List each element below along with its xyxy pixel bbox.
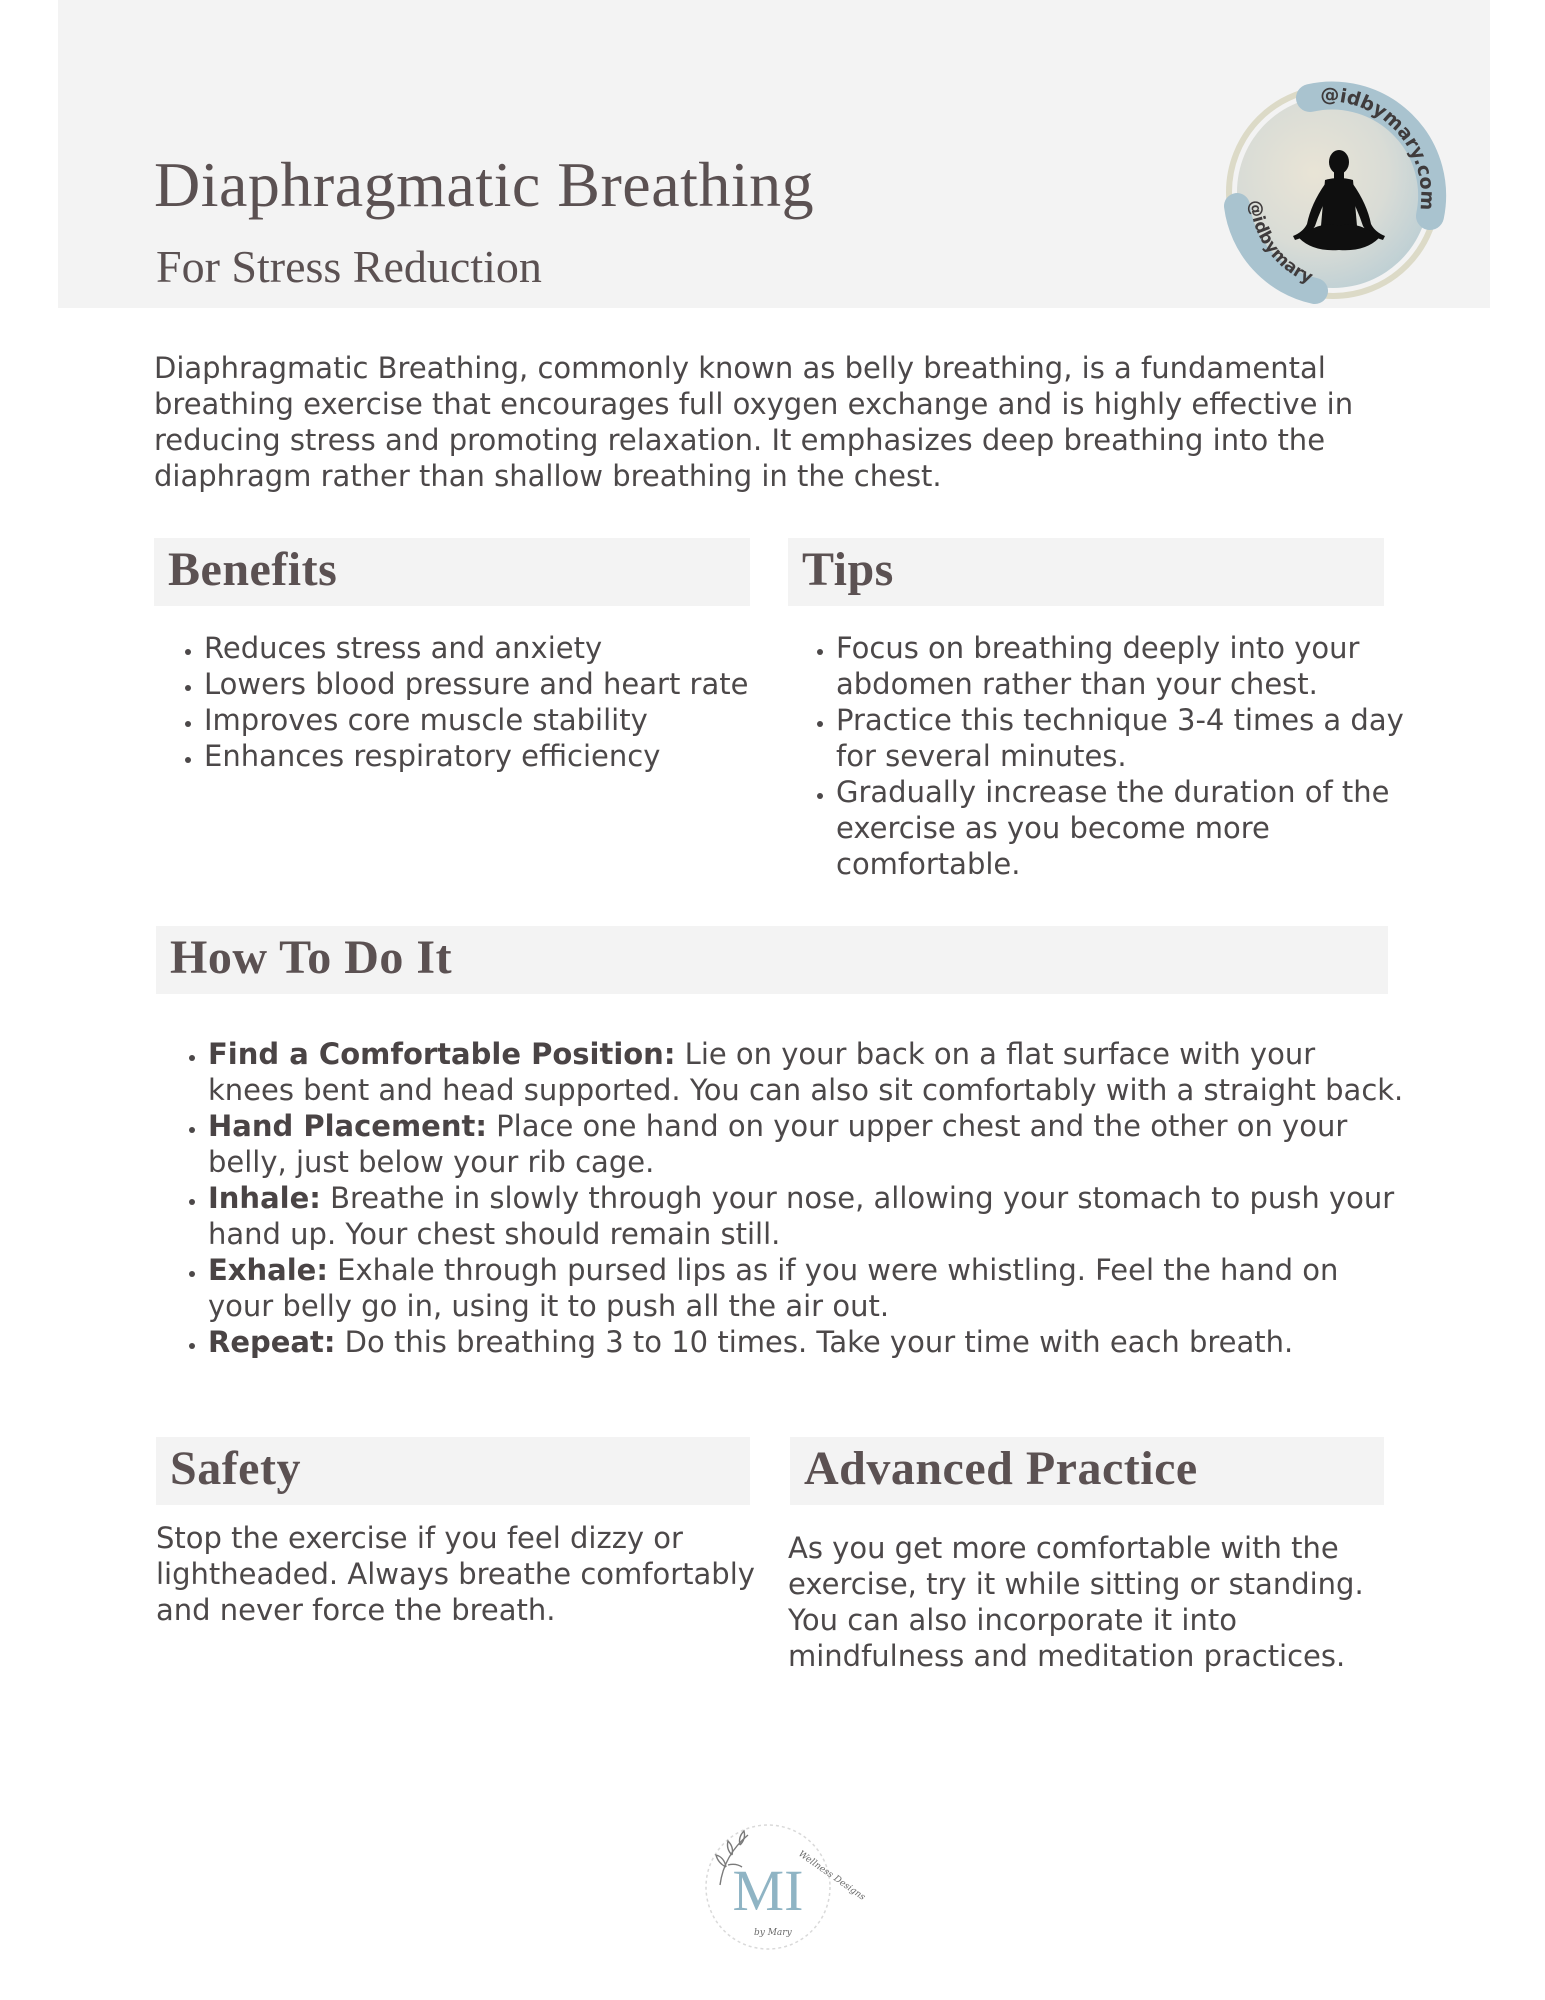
advanced-header (790, 1437, 1384, 1505)
step-label: Hand Placement: (208, 1109, 487, 1143)
logo-signature: by Mary (754, 1928, 792, 1938)
tips-list (786, 630, 1436, 882)
list-item: • Gradually increase the duration of the exercise as you become more comfortable. (836, 774, 1436, 882)
idbymary-badge-logo (1215, 76, 1455, 308)
list-item: • Enhances respiratory efficiency (204, 738, 764, 774)
tips-heading: Tips (802, 543, 894, 596)
list-item: • Lowers blood pressure and heart rate (204, 666, 764, 702)
safety-text: Stop the exercise if you feel dizzy or lightheaded. Always breathe comfortably and never force the breath. (156, 1521, 755, 1627)
tips-header (788, 538, 1384, 606)
step-text: Do this breathing 3 to 10 times. Take your time with each breath. (335, 1325, 1294, 1359)
benefits-header (154, 538, 750, 606)
safety-header (156, 1437, 750, 1505)
step-item (208, 1108, 1408, 1180)
step-text: Lie on your back on a flat surface with your knees bent and head supported. You can also sit comfortably with a straight back. (208, 1037, 1404, 1107)
step-label: Inhale: (208, 1181, 321, 1215)
step-label: Repeat: (208, 1325, 336, 1359)
benefits-list (154, 630, 764, 774)
logo-tagline: Wellness Designs (796, 1849, 867, 1903)
step-label: Exhale: (208, 1253, 328, 1287)
step-label: Find a Comfortable Position: (208, 1037, 676, 1071)
step-item (208, 1180, 1408, 1252)
safety-heading: Safety (170, 1442, 301, 1495)
step-text: Breathe in slowly through your nose, allowing your stomach to push your hand up. Your chest should remain still. (208, 1181, 1395, 1251)
list-item: • Improves core muscle stability (204, 702, 764, 738)
page-title: Diaphragmatic Breathing (154, 149, 815, 220)
badge-top-handle: @idbymary.com (1319, 83, 1439, 211)
how-to-header (156, 926, 1388, 994)
list-item: • Reduces stress and anxiety (204, 630, 764, 666)
wellness-designs-logo (698, 1815, 867, 1955)
how-to-heading: How To Do It (170, 931, 453, 984)
list-item: • Practice this technique 3-4 times a day for several minutes. (836, 702, 1436, 774)
how-to-steps-list (158, 1036, 1408, 1360)
logo-monogram: MI (732, 1858, 804, 1923)
advanced-text: As you get more comfortable with the exercise, try it while sitting or standing. You can also incorporate it into mindfulness and meditation practices. (788, 1531, 1364, 1673)
step-text: Place one hand on your upper chest and the other on your belly, just below your rib cage. (208, 1109, 1348, 1179)
list-item: • Focus on breathing deeply into your abdomen rather than your chest. (836, 630, 1436, 702)
step-item (208, 1252, 1408, 1324)
badge-bottom-handle: @idbymary (1244, 198, 1316, 288)
step-item (208, 1036, 1408, 1108)
step-item (208, 1324, 1408, 1360)
step-text: Exhale through pursed lips as if you were whistling. Feel the hand on your belly go in, using it to push all the air out. (208, 1253, 1339, 1323)
intro-paragraph: Diaphragmatic Breathing, commonly known as belly breathing, is a fundamental breathing exercise that encourages full oxygen exchange and is highly effective in reducing stress and promoting relaxation. It emphasizes deep breathing into the diaphragm rather than shallow breathing in the chest. (154, 351, 1354, 493)
page-subtitle: For Stress Reduction (156, 241, 542, 292)
advanced-heading: Advanced Practice (804, 1442, 1198, 1495)
benefits-heading: Benefits (168, 543, 338, 596)
